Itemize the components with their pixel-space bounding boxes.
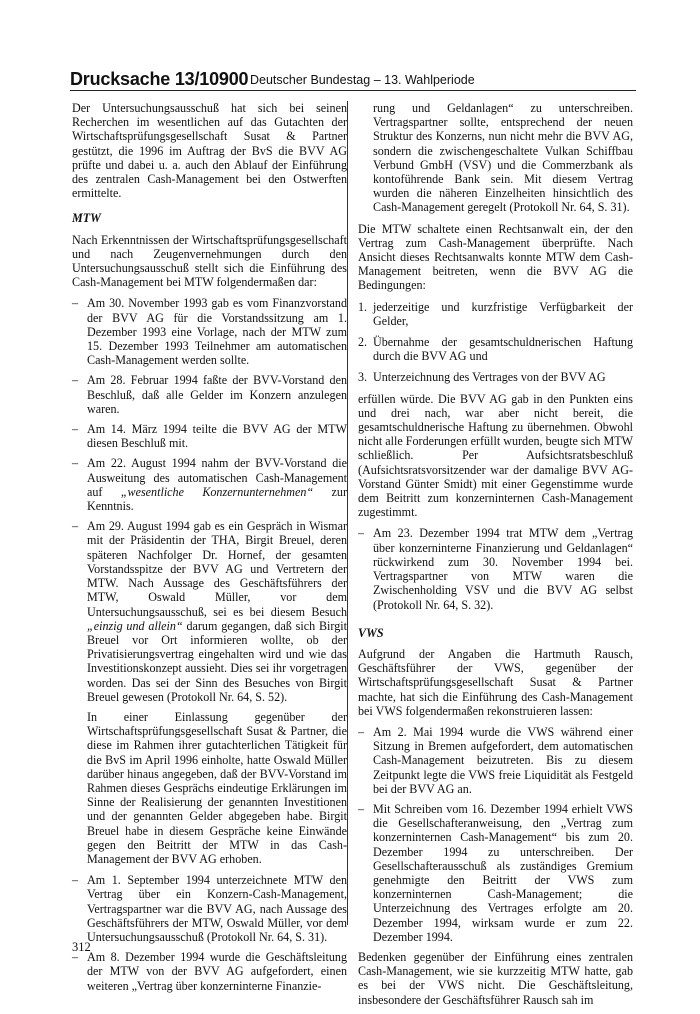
condition-text: Übernahme der gesamtschuldnerischen Haftung durch die BVV AG und	[373, 335, 633, 364]
concerns-paragraph: Bedenken gegenüber der Einführung eines zentralen Cash-Management, wie sie kurzzeitig MTW hatte, gab es bei der VWS nicht. Die Geschäftsleitung, insbesondere der Geschäftsführer Rausch sah im	[358, 949, 633, 1007]
header-rule	[70, 90, 636, 91]
vws-timeline-list	[358, 725, 633, 944]
condition-item: 1. jederzeitige und kurzfristige Verfügbarkeit der Gelder,	[358, 299, 633, 328]
lawyer-paragraph: Die MTW schaltete einen Rechtsanwalt ein, der den Vertrag zum Cash-Management überprüfte. Nach Ansicht dieses Rechtsanwalts konnte MTW dem Cash-Management beitreten, wenn die BVV AG die Bedingungen:	[358, 221, 633, 293]
column-divider	[347, 101, 348, 925]
list-item-text: Am 22. August 1994 nahm der BVV-Vorstand die Ausweitung des automatischen Cash-Management auf	[87, 456, 347, 499]
list-item: – Am 14. März 1994 teilte die BVV AG der MTW diesen Beschluß mit.	[72, 422, 347, 450]
mtw-timeline-list	[72, 296, 347, 703]
condition-item: 3. Unterzeichnung des Vertrages von der BVV AG	[358, 370, 606, 385]
outcome-paragraph: erfüllen würde. Die BVV AG gab in den Punkten eins und drei nach, war aber nicht bereit, die gesamtschuldnerische Haftung zu übernehmen. Obwohl nicht alle Forderungen erfüllt wurden, beugte sich MTW schließlich. Per Aufsichtsratsbeschluß (Aufsichtsratsvorsitzender war der damalige BVV AG-Vorstand Günter Smidt) mit einer Gegenstimme wurde dem Beitritt zum konzerninternen Cash-Management zugestimmt.	[358, 391, 633, 520]
section-heading-vws: VWS	[358, 625, 384, 640]
mtw-timeline-list-cont	[72, 873, 347, 993]
document-number: Drucksache 13/10900	[70, 69, 249, 89]
mtw-intro-paragraph: Nach Erkenntnissen der Wirtschaftsprüfungsgesellschaft und nach Zeugenvernehmungen durch den Untersuchungsausschuß stellt sich die Einführung des Cash-Management bei MTW folgendermaßen dar:	[72, 232, 347, 290]
list-item: – Am 28. Februar 1994 faßte der BVV-Vorstand den Beschluß, daß alle Gelder im Konzern anzulegen waren.	[72, 373, 347, 416]
mtw-timeline-list-end	[358, 526, 633, 611]
list-item: – Am 8. Dezember 1994 wurde die Geschäftsleitung der MTW von der BVV AG aufgefordert, einen weiteren „Vertrag über konzerninterne Finanzie-	[72, 950, 347, 993]
right-column	[358, 101, 633, 1014]
condition-item: 2. Übernahme der gesamtschuldnerischen Haftung durch die BVV AG und	[358, 335, 633, 364]
list-continuation-paragraph: rung und Geldanlagen“ zu unterschreiben. Vertragspartner sollte, entsprechend der neuen Struktur des Konzerns, nun nicht mehr die BVV AG, sondern die zwischengeschaltete Vulkan Schiffbau Verbund GmbH (VSV) und die Commerzbank als kontoführende Bank sein. Mit diesem Vertrag wurden die näheren Einzelheiten hinsichtlich des Cash-Management geregelt (Protokoll Nr. 64, S. 31).	[373, 101, 633, 215]
condition-text: jederzeitige und kurzfristige Verfügbarkeit der Gelder,	[373, 299, 633, 328]
list-item-text: darum gegangen, daß sich Birgit Breuel vor Ort informieren wollte, ob der Privatisierungsvertrag eingehalten wird und wie das Investitionskonzept aussieht. Dies sei ihr vorgetragen worden. Das sei der Sinn des Besuches von Birgit Breuel gewesen (Protokoll Nr. 64, S. 52).	[87, 618, 347, 704]
list-item: – Am 2. Mai 1994 wurde die VWS während einer Sitzung in Bremen aufgefordert, dem automatischen Cash-Management beizutreten. Bis zu diesem Zeitpunkt legte die VWS freie Liquidität als Festgeld bei der BVV AG an.	[358, 725, 633, 796]
vws-intro-paragraph: Aufgrund der Angaben die Hartmuth Rausch, Geschäftsführer der VWS, gegenüber der Wirtschaftsprüfungsgesellschaft Susat & Partner machte, hat sich die Einführung des Cash-Management bei VWS folgendermaßen rekonstruieren lassen:	[358, 646, 633, 718]
parliament-label: Deutscher Bundestag – 13. Wahlperiode	[250, 73, 475, 87]
condition-text: Unterzeichnung des Vertrages von der BVV AG	[373, 370, 606, 385]
page-number: 312	[72, 940, 91, 954]
list-continuation-paragraph: In einer Einlassung gegenüber der Wirtschaftsprüfungsgesellschaft Susat & Partner, die diese im Rahmen ihrer gutachterlichen Tätigkeit für die BvS im April 1996 einholte, hatte Oswald Müller darüber hinaus angegeben, daß der BVV-Vorstand im Rahmen dieses Gesprächs eindeutige Erklärungen im Sinne der Realisierung der genannten Investitionen und der genannten Gelder abgegeben habe. Birgit Breuel habe in diesem Gespräche keine Einwände gegen den Beitritt der MTW in das Cash-Management der BVV AG erhoben.	[87, 709, 347, 866]
list-item-text: zur Kenntnis.	[87, 484, 347, 514]
list-item: – Am 23. Dezember 1994 trat MTW dem „Vertrag über konzerninterne Finanzierung und Geldanlagen“ rückwirkend zum 30. November 1994 bei. Vertragspartner von MTW waren die Zwischenholding VSV und die BVV AG selbst (Protokoll Nr. 64, S. 32).	[358, 526, 633, 611]
intro-paragraph: Der Untersuchungsausschuß hat sich bei seinen Recherchen im wesentlichen auf das Gutachten der Wirtschaftsprüfungsgesellschaft Susat & Partner gestützt, die 1996 im Auftrag der BvS die BVV AG prüfte und dabei u. a. auch den Ablauf der Einführung des zentralen Cash-Management bei den Ostwerften ermittelte.	[72, 101, 347, 201]
list-item	[72, 519, 347, 704]
list-item-text: Am 29. August 1994 gab es ein Gespräch in Wismar mit der Präsidentin der THA, Birgit Breuel, deren späteren Nachfolger Dr. Hornef, der gesamten Vorstandsspitze der BVV AG und Vertretern der MTW. Nach Aussage des Geschäftsführers der MTW, Oswald Müller, vor dem Untersuchungsausschuß, sei es bei diesem Besuch	[87, 519, 347, 619]
list-item-quote: „einzig und allein“	[87, 618, 183, 633]
list-item: – Am 30. November 1993 gab es vom Finanzvorstand der BVV AG für die Vorstandssitzung am 1. Dezember 1993 eine Vorlage, nach der MTW zum 15. Dezember 1993 Teilnehmer am automatischen Cash-Management werden sollte.	[72, 296, 347, 367]
section-heading-mtw: MTW	[72, 211, 101, 226]
list-item	[72, 456, 347, 513]
left-column	[72, 101, 347, 999]
page-header	[70, 69, 636, 91]
conditions-list	[358, 300, 633, 385]
list-item: – Am 1. September 1994 unterzeichnete MTW den Vertrag über ein Konzern-Cash-Management, Vertragspartner war die BVV AG, nach Aussage des Geschäftsführers der MTW, Oswald Müller, vor dem Untersuchungsausschuß (Protokoll Nr. 64, S. 31).	[72, 873, 347, 944]
list-item-quote: „wesentliche Konzernunternehmen“	[120, 484, 314, 499]
list-item: – Mit Schreiben vom 16. Dezember 1994 erhielt VWS die Gesellschafteranweisung, den „Vertrag zum konzerninternen Cash-Management“ bis zum 20. Dezember 1994 zu unterschreiben. Der Gesellschafterausschuß als zuständiges Gremium genehmigte den Beitritt der VWS zum konzerninternen Cash-Management; die Unterzeichnung des Vertrages erfolgte am 20. Dezember 1994, wirksam wurde er zum 22. Dezember 1994.	[358, 802, 633, 944]
